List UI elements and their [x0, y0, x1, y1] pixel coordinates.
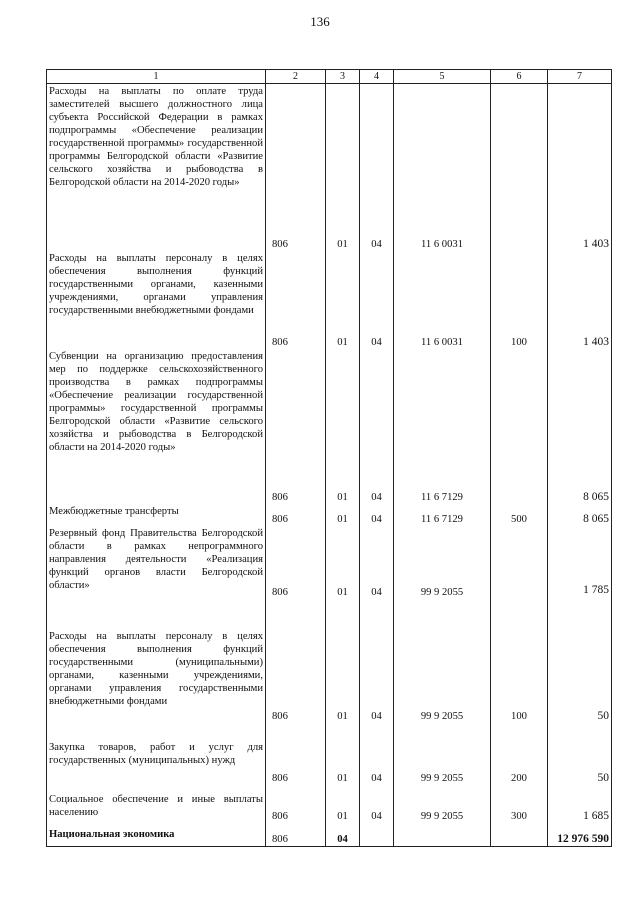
cell-subsection: 04	[360, 504, 394, 526]
cell-ministry-code: 806	[266, 251, 326, 349]
cell-ministry-code: 806	[266, 610, 326, 723]
cell-section: 01	[326, 526, 360, 610]
table-row	[47, 349, 612, 504]
cell-amount: 50	[548, 723, 612, 785]
cell-amount: 1 403	[548, 251, 612, 349]
row-description: Резервный фонд Правительства Белгородской области в рамках непрограммного направления деятельности «Реализация функций органов власти Белгородской области»	[47, 526, 266, 610]
cell-ministry-code: 806	[266, 504, 326, 526]
cell-expense-type: 200	[491, 723, 548, 785]
table-row-total	[47, 823, 612, 847]
cell-subsection: 04	[360, 84, 394, 251]
cell-ministry-code: 806	[266, 526, 326, 610]
cell-amount: 50	[548, 610, 612, 723]
budget-table	[46, 69, 612, 847]
cell-ministry-code: 806	[266, 349, 326, 504]
cell-target-article: 99 9 2055	[394, 723, 491, 785]
cell-section: 04	[326, 823, 360, 847]
cell-expense-type: 500	[491, 504, 548, 526]
cell-section: 01	[326, 84, 360, 251]
table-row	[47, 526, 612, 610]
cell-expense-type	[491, 84, 548, 251]
cell-expense-type	[491, 526, 548, 610]
column-header: 1	[47, 70, 266, 84]
cell-target-article: 11 6 7129	[394, 349, 491, 504]
row-description: Закупка товаров, работ и услуг для государственных (муниципальных) нужд	[47, 723, 266, 785]
cell-amount: 8 065	[548, 504, 612, 526]
cell-target-article: 99 9 2055	[394, 785, 491, 823]
row-description: Расходы на выплаты по оплате труда заместителей высшего должностного лица субъекта Российской Федерации в рамках подпрограммы «Обеспечение реализации государственной программы» государственной программы Белгородской области «Развитие сельского хозяйства и рыбоводства в Белгородской области на 2014-2020 годы»	[47, 84, 266, 251]
page-number: 136	[310, 14, 330, 29]
cell-target-article: 11 6 7129	[394, 504, 491, 526]
column-header: 5	[394, 70, 491, 84]
cell-expense-type: 100	[491, 251, 548, 349]
cell-subsection	[360, 823, 394, 847]
row-description: Социальное обеспечение и иные выплаты населению	[47, 785, 266, 823]
cell-subsection: 04	[360, 349, 394, 504]
cell-subsection: 04	[360, 610, 394, 723]
cell-ministry-code: 806	[266, 823, 326, 847]
cell-target-article: 99 9 2055	[394, 610, 491, 723]
cell-expense-type: 100	[491, 610, 548, 723]
cell-expense-type	[491, 823, 548, 847]
cell-target-article	[394, 823, 491, 847]
table-row	[47, 785, 612, 823]
table-row	[47, 723, 612, 785]
table-row	[47, 84, 612, 251]
cell-subsection: 04	[360, 723, 394, 785]
table-row	[47, 610, 612, 723]
cell-section: 01	[326, 504, 360, 526]
cell-section: 01	[326, 251, 360, 349]
column-header: 4	[360, 70, 394, 84]
cell-amount: 1 403	[548, 84, 612, 251]
table-row	[47, 251, 612, 349]
column-header: 7	[548, 70, 612, 84]
column-header: 6	[491, 70, 548, 84]
cell-target-article: 11 6 0031	[394, 84, 491, 251]
cell-amount: 8 065	[548, 349, 612, 504]
cell-expense-type	[491, 349, 548, 504]
cell-amount: 12 976 590	[548, 823, 612, 847]
cell-target-article: 11 6 0031	[394, 251, 491, 349]
table-header-row	[47, 70, 612, 84]
row-description: Расходы на выплаты персоналу в целях обеспечения выполнения функций государственными (муниципальными) органами, казенными учреждениями, органами управления государственными внебюджетными фондами	[47, 610, 266, 723]
cell-expense-type: 300	[491, 785, 548, 823]
column-header: 2	[266, 70, 326, 84]
cell-target-article: 99 9 2055	[394, 526, 491, 610]
cell-subsection: 04	[360, 526, 394, 610]
row-description: Субвенции на организацию предоставления мер по поддержке сельскохозяйственного производства в рамках подпрограммы «Обеспечение реализации государственной программы» государственной программы Белгородской области «Развитие сельского хозяйства и рыбоводства в Белгородской области на 2014-2020 годы»	[47, 349, 266, 504]
cell-section: 01	[326, 349, 360, 504]
cell-section: 01	[326, 785, 360, 823]
cell-section: 01	[326, 610, 360, 723]
cell-subsection: 04	[360, 785, 394, 823]
cell-ministry-code: 806	[266, 785, 326, 823]
cell-ministry-code: 806	[266, 84, 326, 251]
cell-subsection: 04	[360, 251, 394, 349]
table-row	[47, 504, 612, 526]
row-description: Национальная экономика	[47, 823, 266, 847]
row-description: Расходы на выплаты персоналу в целях обеспечения выполнения функций государственными органами, казенными учреждениями, органами управления государственными внебюджетными фондами	[47, 251, 266, 349]
row-description: Межбюджетные трансферты	[47, 504, 266, 526]
column-header: 3	[326, 70, 360, 84]
cell-ministry-code: 806	[266, 723, 326, 785]
cell-section: 01	[326, 723, 360, 785]
cell-amount: 1 785	[548, 526, 612, 610]
cell-amount: 1 685	[548, 785, 612, 823]
